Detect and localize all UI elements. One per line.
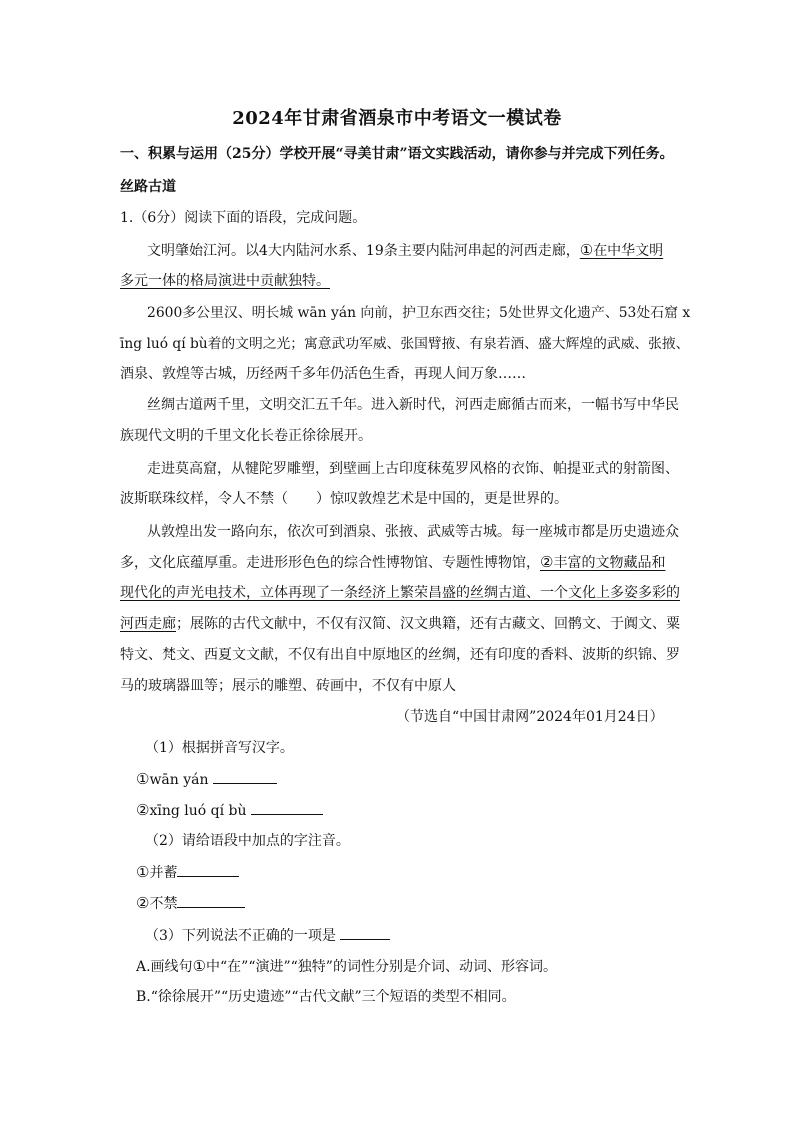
passage-p5-line5: 特文、梵文、西夏文文献，不仅有出自中原地区的丝绸，还有印度的香料、波斯的织锦、罗 bbox=[120, 647, 680, 663]
passage-p3-line2: 族现代文明的千里文化长卷正徐徐展开。 bbox=[120, 428, 372, 444]
option-b: B.“徐徐展开”“历史遗迹”“古代文献”三个短语的类型不相同。 bbox=[136, 989, 516, 1005]
underlined-sentence-1-cont: 多元一体的格局演进中贡献独特。 bbox=[120, 273, 330, 289]
option-text: 中“在”“演进”“独特”的词性分别是介词、动词、形容词。 bbox=[206, 959, 557, 975]
passage-p5-line4 bbox=[120, 614, 680, 634]
subquestion-1-item-1 bbox=[136, 769, 277, 790]
subquestion-3 bbox=[145, 925, 390, 946]
passage-p2-line3: 酒泉、敦煌等古城，历经两千多年仍活色生香，再现人间万象…… bbox=[120, 366, 526, 382]
underlined-sentence-2-cont: 现代化的声光电技术，立体再现了一条经济上繁荣昌盛的丝绸古道、一个文化上多姿多彩的 bbox=[120, 585, 680, 601]
section-subheading: 丝路古道 bbox=[120, 179, 176, 195]
subquestion-2: （2）请给语段中加点的字注音。 bbox=[145, 833, 350, 849]
word-text: 不禁 bbox=[149, 896, 178, 912]
passage-p4-line2: 波斯联珠纹样，令人不禁（ ）惊叹敦煌艺术是中国的，更是世界的。 bbox=[120, 491, 568, 507]
subquestion-1-item-2 bbox=[136, 800, 323, 821]
passage-text: ；展陈的古代文献中，不仅有汉简、汉文典籍，还有古藏文、回鹘文、于阗文、粟 bbox=[176, 616, 680, 632]
underlined-sentence-1: 在中华文明 bbox=[593, 243, 664, 259]
answer-blank[interactable] bbox=[340, 925, 390, 940]
answer-blank[interactable] bbox=[251, 800, 323, 815]
passage-p1-line2 bbox=[120, 271, 330, 291]
pinyin-text: wān yán bbox=[149, 772, 213, 788]
word-text: 并蓄 bbox=[149, 865, 178, 881]
passage-p2-line2: īng luó qí bù着的文明之光；寓意武功军威、张国臂掖、有泉若酒、盛大辉煌的武威、张掖、 bbox=[120, 336, 690, 352]
pinyin-text: xīng luó qí bù bbox=[149, 803, 251, 819]
circled-number-1: ① bbox=[192, 957, 207, 975]
passage-p1-line1 bbox=[147, 240, 663, 261]
circled-number-1: ① bbox=[579, 241, 594, 259]
answer-blank[interactable] bbox=[177, 862, 239, 877]
passage-text: 文明肇始江河。以4大内陆河水系、19条主要内陆河串起的河西走廊， bbox=[147, 243, 580, 259]
subquestion-1: （1）根据拼音写汉字。 bbox=[145, 740, 294, 756]
underlined-sentence-2: 丰富的文物藏品和 bbox=[553, 555, 666, 571]
subquestion-2-item-2 bbox=[136, 893, 245, 914]
passage-p5-line3 bbox=[120, 583, 680, 603]
passage-p5-line1: 从敦煌出发一路向东，依次可到酒泉、张掖、武威等古城。每一座城市都是历史遗迹众 bbox=[147, 524, 679, 540]
answer-blank[interactable] bbox=[177, 893, 245, 908]
circled-number-2: ② bbox=[136, 801, 150, 819]
passage-text: 多，文化底蕴厚重。走进形形色色的综合性博物馆、专题性博物馆， bbox=[120, 555, 540, 571]
question-text: （3）下列说法不正确的一项是 bbox=[145, 928, 341, 944]
circled-number-2: ② bbox=[540, 553, 554, 571]
answer-blank[interactable] bbox=[213, 769, 277, 784]
underlined-sentence-2-end: 河西走廊 bbox=[120, 616, 176, 632]
option-a bbox=[136, 956, 557, 977]
passage-p5-line6: 马的玻璃器皿等；展示的雕塑、砖画中，不仅有中原人 bbox=[120, 678, 456, 694]
section-heading: 一、积累与运用（25分）学校开展“寻美甘肃”语文实践活动，请你参与并完成下列任务。 bbox=[120, 146, 674, 162]
question-stem: 1.（6分）阅读下面的语段，完成问题。 bbox=[120, 210, 367, 226]
passage-p2-line1: 2600多公里汉、明长城 wān yán 向前，护卫东西交往；5处世界文化遗产、53处石窟 x bbox=[147, 305, 691, 321]
passage-p4-line1: 走进莫高窟，从犍陀罗雕塑，到壁画上古印度秣菟罗风格的衣饰、帕提亚式的射箭图、 bbox=[147, 461, 679, 477]
passage-p5-line2 bbox=[120, 552, 665, 573]
subquestion-2-item-1 bbox=[136, 862, 239, 883]
passage-p3-line1: 丝绸古道两千里，文明交汇五千年。进入新时代，河西走廊循古而来，一幅书写中华民 bbox=[147, 397, 679, 413]
circled-number-1: ① bbox=[136, 770, 150, 788]
circled-number-1: ① bbox=[136, 863, 150, 881]
option-text: A.画线句 bbox=[136, 959, 193, 975]
circled-number-2: ② bbox=[136, 894, 150, 912]
source-citation: （节选自“中国甘肃网”2024年01月24日） bbox=[396, 709, 664, 725]
page-title: 2024年甘肃省酒泉市中考语文一模试卷 bbox=[232, 108, 562, 129]
